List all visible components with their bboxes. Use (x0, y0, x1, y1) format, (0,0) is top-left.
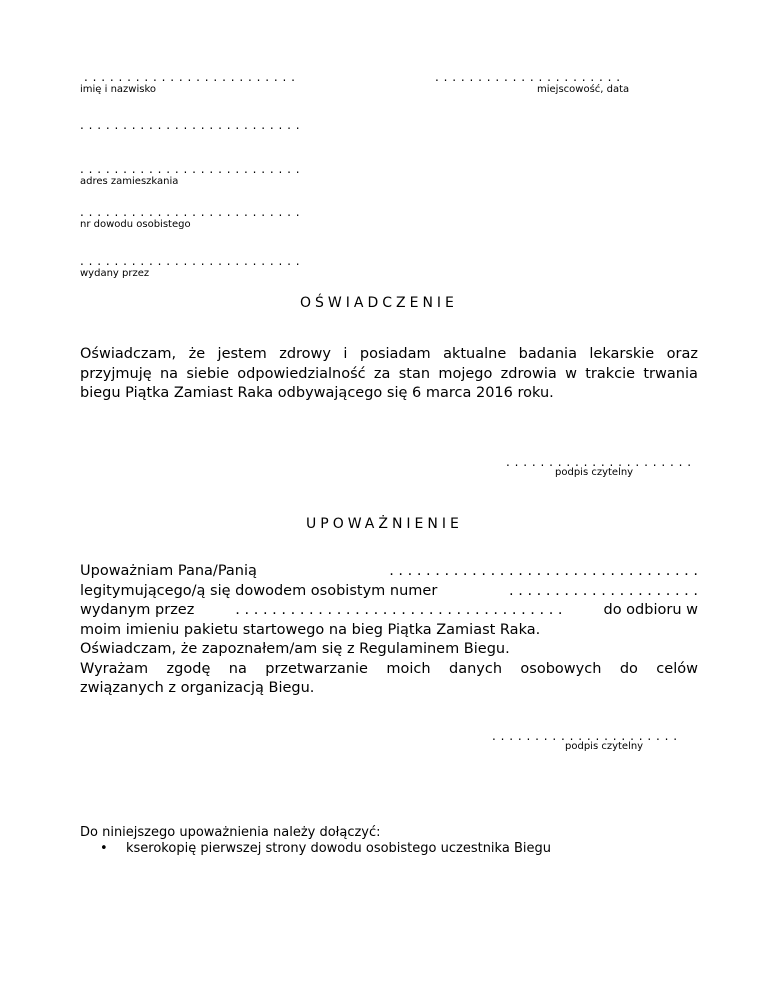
authorization-line-3-dots: . . . . . . . . . . . . . . . . . . . . . . . . . . . . . . . . . . . . (235, 602, 563, 618)
declaration-line-2-word: trwania (643, 365, 698, 382)
authorization-line-6-word: do (619, 660, 638, 677)
authorization-line-6-word: osobowych (520, 660, 602, 677)
place-date-label: miejscowość, data (537, 84, 630, 95)
declaration-line-1-word: oraz (666, 346, 698, 362)
authorization-line-7: związanych z organizacją Biegu. (80, 680, 315, 696)
declaration-line-1-word: i (343, 346, 348, 362)
id-number-dotted-line: . . . . . . . . . . . . . . . . . . . . . . . . . . (80, 205, 301, 219)
declaration-line-1-word: zdrowy (279, 346, 331, 362)
authorization-line-2-dots: . . . . . . . . . . . . . . . . . . . . . (509, 582, 698, 599)
declaration-line-3: biegu Piątka Zamiast Raka odbywającego się 6 marca 2016 roku. (80, 385, 554, 401)
authorization-title: UPOWAŻNIENIE (306, 516, 463, 532)
bullet-icon: • (100, 841, 108, 856)
authorization-body (80, 562, 698, 699)
issued-by-dotted-line: . . . . . . . . . . . . . . . . . . . . . . . . . . (80, 254, 301, 268)
declaration-line-1-word: Oświadczam, (80, 346, 177, 362)
authorization-line-4: moim imieniu pakietu startowego na bieg Piątka Zamiast Raka. (80, 621, 541, 638)
declaration-line-1-word: aktualne (443, 346, 507, 362)
declaration-line-1-word: posiadam (359, 346, 431, 362)
declaration-line-1-word: jestem (217, 346, 267, 362)
attachments-list-item (100, 840, 551, 857)
issued-by-label: wydany przez (80, 268, 150, 279)
authorization-line-6-word: moich (386, 660, 431, 677)
address-dotted-line-1: . . . . . . . . . . . . . . . . . . . . . . . . . . (80, 118, 301, 132)
authorization-line-3-tail: do odbioru w (603, 602, 698, 618)
declaration-body (80, 345, 698, 404)
attachments-item-text: kserokopię pierwszej strony dowodu osobistego uczestnika Biegu (126, 841, 551, 856)
authorization-line-1 (80, 562, 698, 582)
declaration-line-2-word: siebie (186, 365, 229, 382)
authorization-line-2-text: legitymującego/ą się dowodem osobistym numer (80, 582, 438, 599)
declaration-signature-dotted-line: . . . . . . . . . . . . . . . . . . . . . . (506, 455, 692, 469)
declaration-line-1-word: badania (518, 346, 577, 362)
declaration-line-2-word: w (565, 365, 577, 382)
authorization-line-1-dots: . . . . . . . . . . . . . . . . . . . . . . . . . . . . . . . . . . (389, 563, 698, 579)
address-label: adres zamieszkania (80, 176, 179, 187)
declaration-line-2-word: odpowiedzialność (237, 365, 366, 382)
authorization-line-1-text: Upoważniam Pana/Panią (80, 563, 257, 579)
authorization-line-6-word: danych (448, 660, 503, 677)
declaration-line-2-word: mojego (438, 365, 493, 382)
name-dotted-line: . . . . . . . . . . . . . . . . . . . . . . . . . (84, 70, 296, 84)
authorization-line-6-word: na (228, 660, 247, 677)
authorization-signature-dotted-line: . . . . . . . . . . . . . . . . . . . . . . (492, 729, 678, 743)
declaration-line-1-word: że (188, 346, 206, 362)
authorization-line-3 (80, 601, 698, 621)
declaration-title: OŚWIADCZENIE (300, 295, 458, 311)
id-number-label: nr dowodu osobistego (80, 219, 191, 230)
authorization-line-6-word: Wyrażam (80, 660, 149, 677)
declaration-line-2-word: zdrowia (500, 365, 557, 382)
declaration-line-2-word: stan (398, 365, 431, 382)
attachments-intro: Do niniejszego upoważnienia należy dołączyć: (80, 825, 381, 840)
declaration-signature-label: podpis czytelny (555, 467, 634, 478)
name-label: imię i nazwisko (80, 84, 157, 95)
declaration-line-2-word: przyjmuję (80, 365, 152, 382)
authorization-line-3-text: wydanym przez (80, 602, 195, 618)
address-dotted-line-2: . . . . . . . . . . . . . . . . . . . . . . . . . . (80, 162, 301, 176)
declaration-line-2-word: za (373, 365, 391, 382)
declaration-line-2-word: na (159, 365, 179, 382)
authorization-line-6-word: zgodę (166, 660, 211, 677)
authorization-line-6-word: celów (656, 660, 698, 677)
declaration-line-2-word: trakcie (585, 365, 636, 382)
authorization-signature-label: podpis czytelny (565, 741, 644, 752)
authorization-line-6-word: przetwarzanie (265, 660, 368, 677)
declaration-line-1 (80, 345, 698, 365)
authorization-line-5: Oświadczam, że zapoznałem/am się z Regulaminem Biegu. (80, 641, 510, 657)
authorization-line-6 (80, 660, 698, 680)
declaration-line-1-word: lekarskie (589, 346, 655, 362)
declaration-line-2 (80, 365, 698, 385)
authorization-line-2 (80, 582, 698, 602)
place-date-dotted-line: . . . . . . . . . . . . . . . . . . . . . . (435, 70, 621, 84)
